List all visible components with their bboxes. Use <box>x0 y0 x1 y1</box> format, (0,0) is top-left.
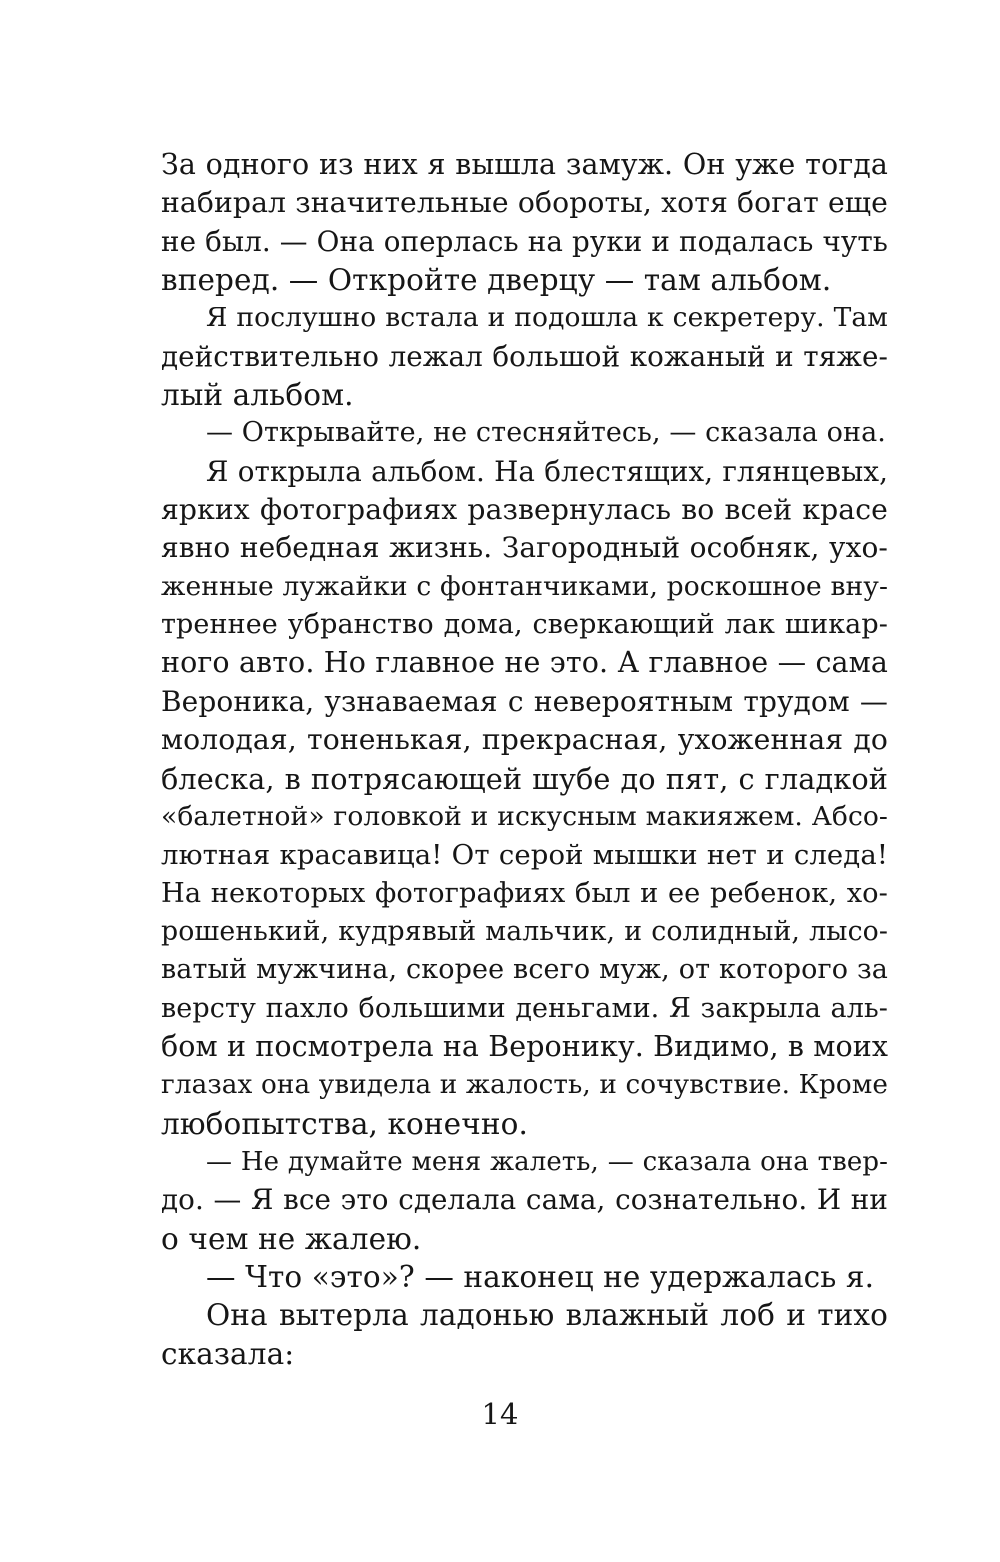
text-line: набирал значительные обороты, хотя богат еще <box>161 186 888 220</box>
text-line: явно небедная жизнь. Загородный особняк, ухо- <box>161 531 888 565</box>
text-line: не был. — Она оперлась на руки и подалась чуть <box>161 224 888 258</box>
text-line: — Открывайте, не стесняйтесь, — сказала она. <box>206 417 886 449</box>
text-line: женные лужайки с фонтанчиками, роскошное вну- <box>161 570 888 602</box>
text-line: любопытства, конечно. <box>161 1106 528 1141</box>
text-line: Она вытерла ладонью влажный лоб и тихо <box>206 1298 888 1333</box>
text-line: Я открыла альбом. На блестящих, глянцевых, <box>206 454 888 488</box>
text-line: до. — Я все это сделала сама, сознательно. И ни <box>161 1183 888 1217</box>
text-line: ярких фотографиях развернулась во всей красе <box>161 493 888 527</box>
text-line: За одного из них я вышла замуж. Он уже тогда <box>161 148 888 181</box>
text-line: глазах она увидела и жалость, и сочувствие. Кроме <box>161 1070 888 1101</box>
text-line: действительно лежал большой кожаный и тяже- <box>161 339 888 373</box>
text-line: бом и посмотрела на Веронику. Видимо, в моих <box>161 1029 888 1063</box>
text-line: Вероника, узнаваемая с невероятным трудом — <box>161 684 888 718</box>
text-line: ного авто. Но главное не это. А главное — сама <box>161 646 888 680</box>
text-line: треннее убранство дома, сверкающий лак шикар- <box>161 609 888 641</box>
text-line: На некоторых фотографиях был и ее ребенок, хо- <box>161 877 888 909</box>
text-line: — Не думайте меня жалеть, — сказала она твер- <box>206 1146 888 1177</box>
text-line: «балетной» головкой и искусным макияжем. Абсо- <box>161 800 888 832</box>
page-number: 14 <box>481 1397 519 1431</box>
text-line: молодая, тоненькая, прекрасная, ухоженная до <box>161 723 888 757</box>
text-line: вперед. — Откройте дверцу — там альбом. <box>161 263 832 298</box>
text-line: рошенький, кудрявый мальчик, и солидный, лысо- <box>161 915 888 947</box>
text-line: — Что «это»? — наконец не удержалась я. <box>206 1259 875 1294</box>
text-line: лый альбом. <box>161 378 354 413</box>
text-line: о чем не жалею. <box>161 1221 422 1256</box>
text-line: Я послушно встала и подошла к секретеру. Там <box>206 302 888 334</box>
text-line: ватый мужчина, скорее всего муж, от которого за <box>161 954 888 986</box>
text-line: блеска, в потрясающей шубе до пят, с гладкой <box>161 761 888 796</box>
text-line: сказала: <box>161 1336 295 1371</box>
body-text <box>161 146 888 1373</box>
text-line: лютная красавица! От серой мышки нет и следа! <box>161 839 888 872</box>
text-line: версту пахло большими деньгами. Я закрыла аль- <box>161 992 888 1024</box>
